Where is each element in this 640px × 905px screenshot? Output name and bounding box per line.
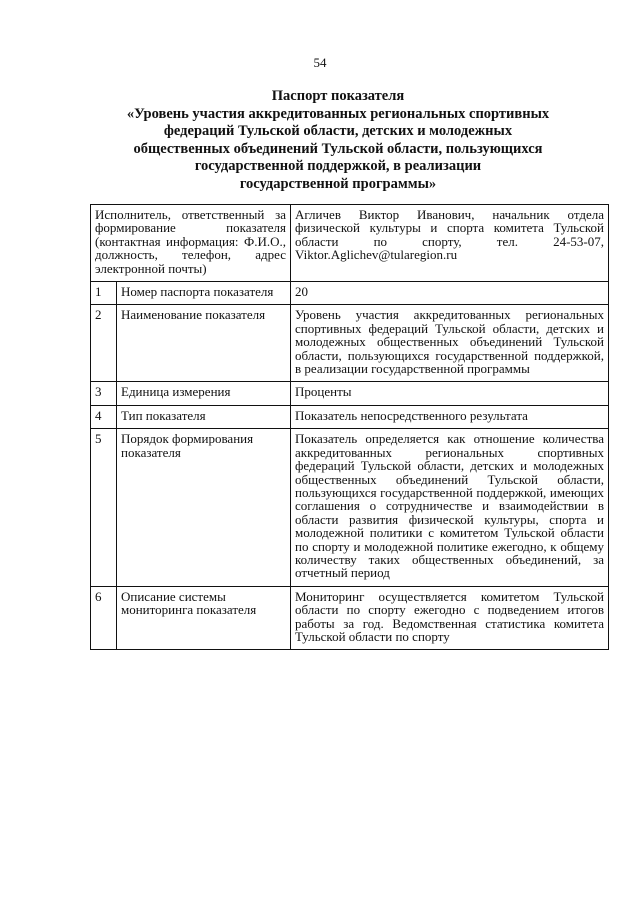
title-line: государственной поддержкой, в реализации [194,158,482,174]
row-value: Проценты [291,382,609,405]
table-row [91,282,609,305]
title-line: государственной программы» [239,175,437,192]
executor-label: Исполнитель, ответственный за формирование показателя (контактная информация: Ф.И.О., должность, телефон, адрес электронной почты) [91,205,291,282]
row-value: Показатель непосредственного результата [291,405,609,428]
table-row-executor [91,205,609,282]
row-value: 20 [291,282,609,305]
passport-table [90,204,609,650]
row-value: Мониторинг осуществляется комитетом Тульской области по спорту ежегодно с подведением итогов работы за год. Ведомственная статистика комитета Тульской области по спорту [291,586,609,650]
row-number: 6 [91,586,117,650]
row-number: 3 [91,382,117,405]
title-line: «Уровень участия аккредитованных региональных спортивных [126,105,550,122]
row-number: 2 [91,305,117,382]
row-name: Порядок формирования показателя [117,429,291,586]
row-number: 1 [91,282,117,305]
row-name: Тип показателя [117,405,291,428]
table-row [91,405,609,428]
executor-value: Агличев Виктор Иванович, начальник отдела физической культуры и спорта комитета Тульской области по спорту, тел. 24-53-07, Viktor.Aglichev@tularegion.ru [291,205,609,282]
table-row [91,586,609,650]
row-number: 5 [91,429,117,586]
title-line: общественных объединений Тульской области, пользующихся [133,140,543,157]
row-number: 4 [91,405,117,428]
row-name: Номер паспорта показателя [117,282,291,305]
row-value: Уровень участия аккредитованных региональных спортивных федераций Тульской области, детских и молодежных общественных объединений Тульской области, пользующихся государственной поддержкой, в реализации государственной программы [291,305,609,382]
table-row [91,382,609,405]
table-row [91,429,609,586]
title-line: федераций Тульской области, детских и молодежных [163,123,513,139]
row-value: Показатель определяется как отношение количества аккредитованных региональных спортивных федераций Тульской области, детских и молодежных общественных объединений Тульской области, пользующихся государственной поддержкой, имеющих соглашения о сотрудничестве и взаимодействии в области развития физической культуры, спорта и молодежной политики с комитетом Тульской области по спорту и молодежной политике ежегодно, к общему количеству таких общественных объединений, за отчетный период [291,429,609,586]
document-title [110,88,566,193]
row-name: Наименование показателя [117,305,291,382]
title-line: Паспорт показателя [271,88,405,104]
table-row [91,305,609,382]
row-name: Единица измерения [117,382,291,405]
row-name: Описание системы мониторинга показателя [117,586,291,650]
page-number: 54 [313,55,327,70]
